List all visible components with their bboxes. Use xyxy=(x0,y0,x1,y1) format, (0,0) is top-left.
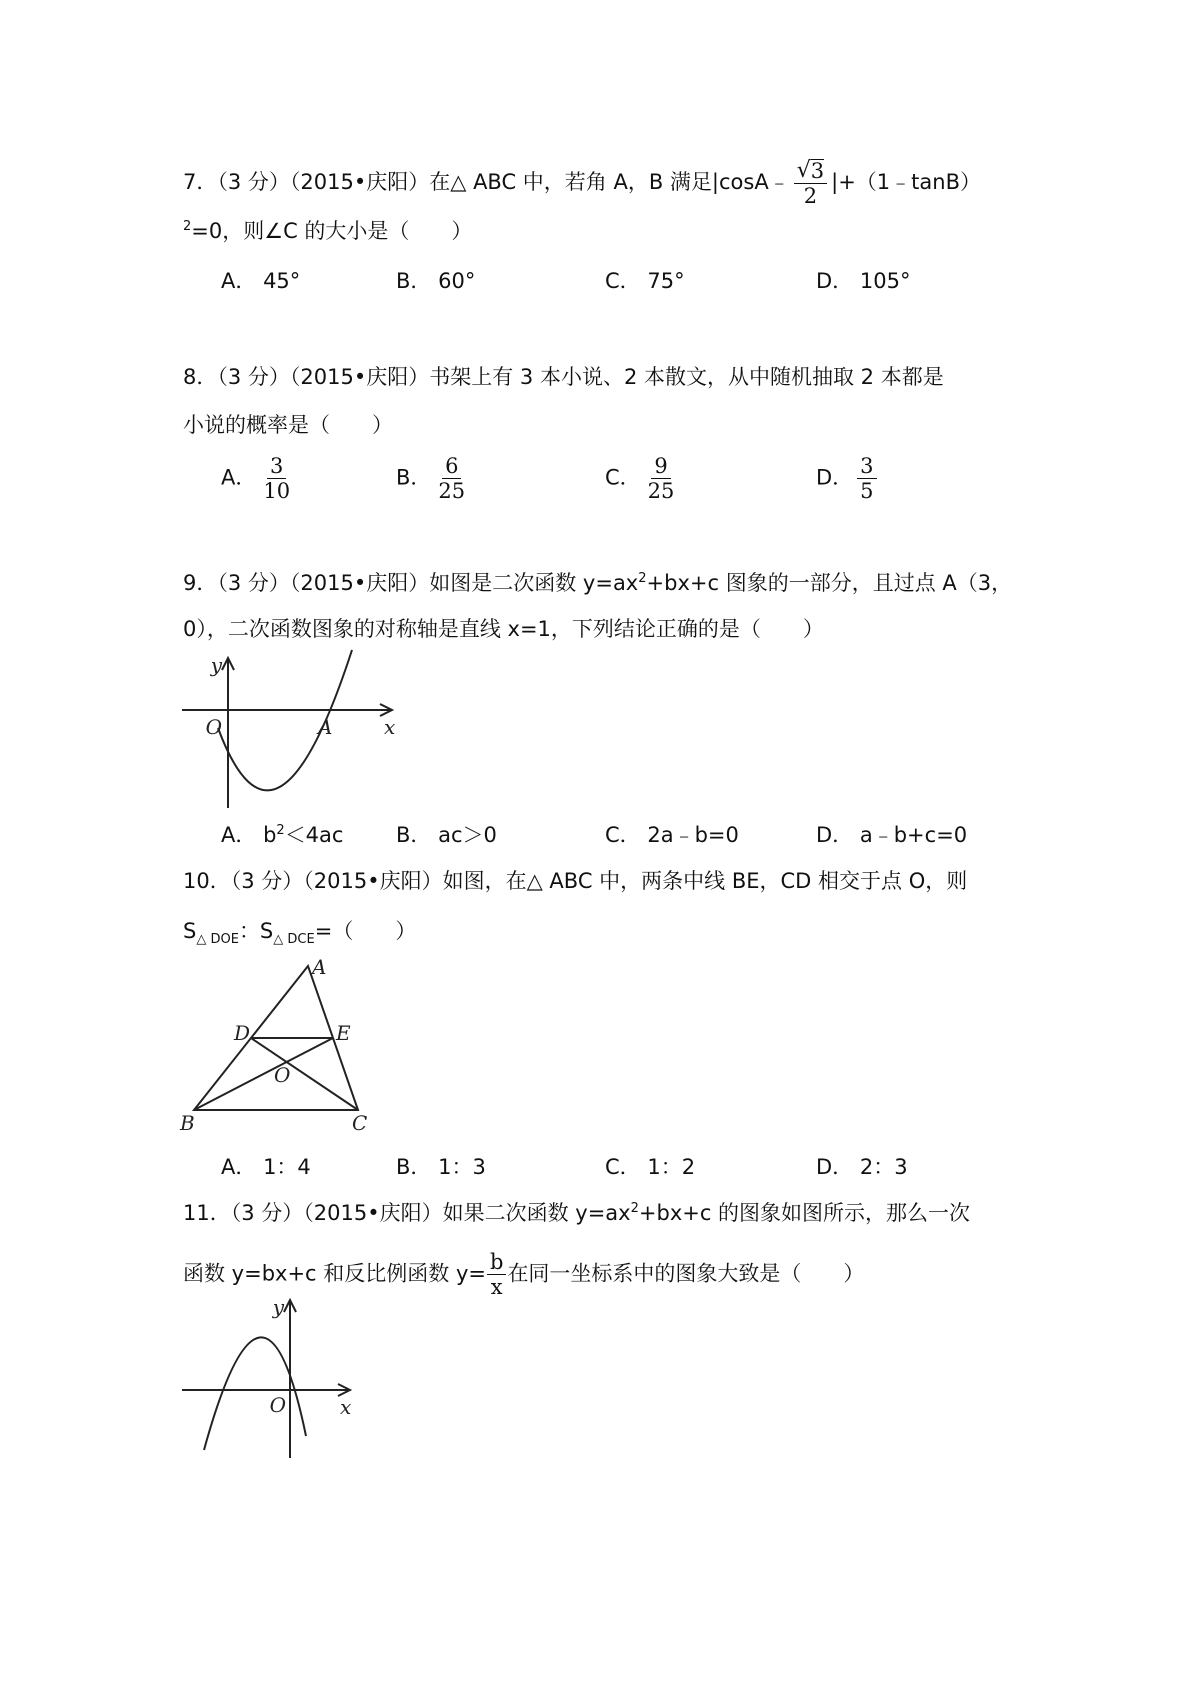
q9-option-c-label: C． xyxy=(605,823,641,847)
q7-text-prefix: ．（3 分）（2015•庆阳）在△ ABC 中，若角 A，B 满足|cosA﹣ xyxy=(196,170,790,194)
q9-text-line1-a: ．（3 分）（2015•庆阳）如图是二次函数 y=ax xyxy=(196,571,639,595)
q11-parabola-figure xyxy=(180,1294,380,1464)
q10-option-a-label: A． xyxy=(221,1155,257,1179)
q8-option-c[interactable] xyxy=(605,454,681,503)
q9-option-d-text: a﹣b+c=0 xyxy=(859,823,968,847)
q9-option-c-text: 2a﹣b=0 xyxy=(647,823,739,847)
q11-text-line1-a: ．（3 分）（2015•庆阳）如果二次函数 y=ax xyxy=(209,1201,631,1225)
q9-number: 9 xyxy=(183,571,197,595)
q8-option-a-num: 3 xyxy=(267,454,286,479)
q9-exponent: 2 xyxy=(638,571,647,586)
q8-option-b-fraction xyxy=(435,454,468,503)
q9-label-y: y xyxy=(210,653,222,677)
q9-option-d[interactable] xyxy=(816,820,967,850)
q7-option-c-label: C． xyxy=(605,269,641,293)
q8-option-c-den: 25 xyxy=(647,479,675,503)
q8-option-a-label: A． xyxy=(221,465,257,490)
q10-sub1: △ DOE xyxy=(196,932,239,948)
q9-option-b-label: B． xyxy=(396,823,432,847)
q9-parabola-figure xyxy=(180,652,400,812)
q8-option-c-label: C． xyxy=(605,465,641,490)
q7-option-c[interactable] xyxy=(605,266,685,296)
q7-option-c-text: 75° xyxy=(647,269,685,293)
q10-mid: ：S xyxy=(238,919,274,943)
q7-number: 7 xyxy=(183,170,197,194)
q10-line1 xyxy=(183,866,967,896)
q9-option-a-text-a: b xyxy=(263,823,277,847)
q10-end: =（ ） xyxy=(314,919,417,943)
q10-label-d: D xyxy=(234,1021,251,1045)
q7-option-d-text: 105° xyxy=(859,269,911,293)
q10-option-b-text: 1：3 xyxy=(438,1155,486,1179)
q9-text-line1-b: +bx+c 图象的一部分，且过点 A（3， xyxy=(646,571,1013,595)
q7-sqrt-fraction: √ 3 2 xyxy=(794,158,827,208)
q10-line2 xyxy=(183,916,416,946)
q8-option-b-label: B． xyxy=(396,465,432,490)
q10-label-o: O xyxy=(274,1063,291,1087)
q8-number: 8 xyxy=(183,365,197,389)
q10-median-cd xyxy=(251,1038,358,1110)
q9-option-a-exponent: 2 xyxy=(276,823,285,838)
q10-option-b-label: B． xyxy=(396,1155,432,1179)
q8-option-a-den: 10 xyxy=(263,479,291,503)
q9-label-o: O xyxy=(205,715,222,739)
q10-label-e: E xyxy=(336,1021,351,1045)
q8-option-d-fraction xyxy=(857,454,876,503)
q7-option-d-label: D． xyxy=(816,269,854,293)
q8-option-d-den: 5 xyxy=(860,479,874,503)
q9-text-line2: 0），二次函数图象的对称轴是直线 x=1，下列结论正确的是（ ） xyxy=(183,617,824,641)
q10-triangle-figure xyxy=(180,956,380,1136)
q7-option-a[interactable] xyxy=(221,266,300,296)
q7-exponent: 2 xyxy=(183,219,192,234)
q8-text-line1: ．（3 分）（2015•庆阳）书架上有 3 本小说、2 本散文，从中随机抽取 2 本都是 xyxy=(196,365,944,389)
q7-option-b-text: 60° xyxy=(438,269,476,293)
q8-option-d-label: D． xyxy=(816,465,854,490)
q9-line2 xyxy=(183,614,824,644)
q10-option-c-text: 1：2 xyxy=(647,1155,696,1179)
q8-text-line2: 小说的概率是（ ） xyxy=(183,413,393,437)
q11-text-line2-b: 在同一坐标系中的图象大致是（ ） xyxy=(507,1261,865,1286)
q10-label-a: A xyxy=(312,955,327,979)
q11-label-y: y xyxy=(272,1295,284,1319)
q9-option-d-label: D． xyxy=(816,823,854,847)
q11-label-o: O xyxy=(269,1393,286,1417)
q9-label-x: x xyxy=(384,715,396,739)
q7-option-b-label: B． xyxy=(396,269,432,293)
q7-option-a-label: A． xyxy=(221,269,257,293)
q10-median-be xyxy=(194,1038,333,1110)
q7-line2 xyxy=(183,216,472,246)
q11-fraction-num: b xyxy=(487,1250,506,1275)
q11-text-line2-a: 函数 y=bx+c 和反比例函数 y= xyxy=(183,1261,486,1286)
q10-option-d-label: D． xyxy=(816,1155,854,1179)
q8-option-b[interactable] xyxy=(396,454,472,503)
q7-fraction-denominator: 2 xyxy=(803,184,818,208)
q11-label-x: x xyxy=(340,1395,352,1419)
q7-sqrt-value: 3 xyxy=(810,159,825,183)
q8-option-c-fraction xyxy=(645,454,678,503)
q11-number: 11 xyxy=(183,1201,210,1225)
q8-line1 xyxy=(183,362,944,392)
q8-option-d-num: 3 xyxy=(857,454,876,479)
q11-line1 xyxy=(183,1198,970,1228)
q8-option-b-num: 6 xyxy=(442,454,461,479)
q8-option-c-num: 9 xyxy=(651,454,670,479)
q10-s1: S xyxy=(183,919,197,943)
q7-option-a-text: 45° xyxy=(263,269,301,293)
q10-option-a[interactable] xyxy=(221,1152,311,1182)
q8-option-a[interactable] xyxy=(221,454,297,503)
q7-line1 xyxy=(183,158,981,208)
q7-option-b[interactable] xyxy=(396,266,475,296)
q10-option-a-text: 1：4 xyxy=(263,1155,311,1179)
q10-text-line1: ．（3 分）（2015•庆阳）如图，在△ ABC 中，两条中线 BE，CD 相交于点 O，则 xyxy=(209,869,968,893)
q9-label-a: A xyxy=(318,715,333,739)
q9-option-b[interactable] xyxy=(396,820,497,850)
q9-option-b-text: ac＞0 xyxy=(438,823,497,847)
q9-option-c[interactable] xyxy=(605,820,739,850)
q9-option-a[interactable] xyxy=(221,820,343,850)
q9-line1 xyxy=(183,568,1012,598)
q10-label-c: C xyxy=(352,1111,368,1135)
q10-option-c-label: C． xyxy=(605,1155,641,1179)
q10-option-c[interactable] xyxy=(605,1152,695,1182)
q10-label-b: B xyxy=(180,1111,195,1135)
q7-text-line2: =0，则∠C 的大小是（ ） xyxy=(191,219,473,243)
q8-option-b-den: 25 xyxy=(438,479,466,503)
q11-fraction-den: x xyxy=(490,1275,503,1299)
q10-option-b[interactable] xyxy=(396,1152,486,1182)
q8-option-a-fraction xyxy=(260,454,293,503)
q9-option-a-text-b: ＜4ac xyxy=(284,823,344,847)
q9-option-a-label: A． xyxy=(221,823,257,847)
q11-text-line1-b: +bx+c 的图象如图所示，那么一次 xyxy=(638,1201,971,1225)
q10-option-d[interactable] xyxy=(816,1152,908,1182)
q7-option-d[interactable] xyxy=(816,266,910,296)
q10-sub2: △ DCE xyxy=(273,932,315,948)
q7-text-suffix: |+（1﹣tanB） xyxy=(831,170,981,194)
q10-option-d-text: 2：3 xyxy=(859,1155,908,1179)
q8-option-d[interactable] xyxy=(816,454,881,503)
q10-number: 10 xyxy=(183,869,210,893)
q11-exponent: 2 xyxy=(630,1201,639,1216)
q11-fraction xyxy=(487,1250,506,1299)
q8-line2 xyxy=(183,410,393,440)
q11-line2 xyxy=(183,1250,864,1299)
